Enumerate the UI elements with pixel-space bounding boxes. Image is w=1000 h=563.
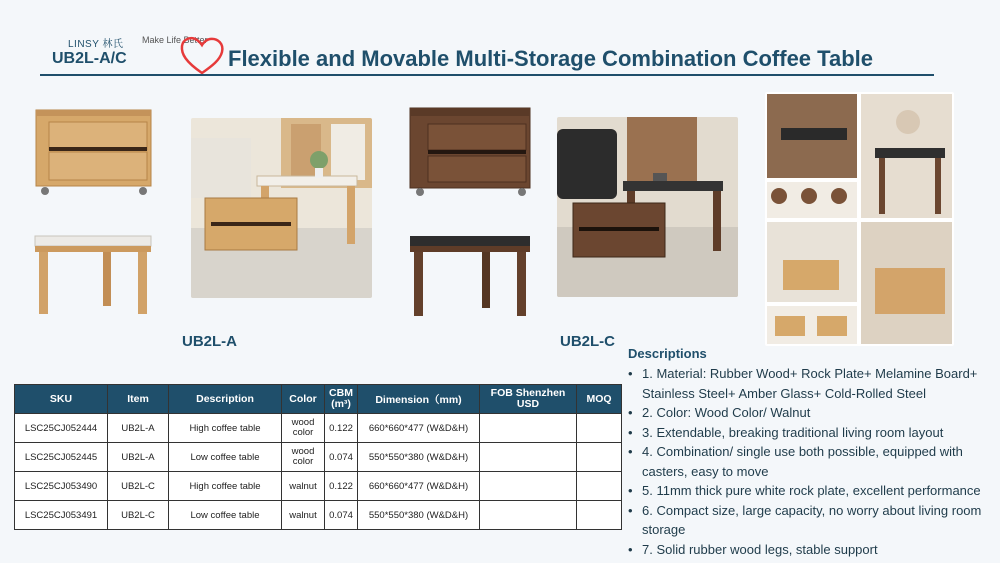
heart-logo-icon <box>178 34 226 76</box>
list-item: • 2. Color: Wood Color/ Walnut <box>626 403 1000 423</box>
cell-moq <box>577 472 622 501</box>
spec-table <box>14 384 622 530</box>
cell-sku: LSC25CJ052444 <box>15 414 108 443</box>
column-header-color: Color <box>282 385 325 414</box>
title-underline <box>40 74 934 76</box>
column-header-cbm: CBM (m³) <box>325 385 358 414</box>
cell-dimension: 660*660*477 (W&D&H) <box>358 472 480 501</box>
model-label-ub2l-a: UB2L-A <box>182 333 237 350</box>
cell-cbm: 0.074 <box>325 443 358 472</box>
product-code: UB2L-A/C <box>52 50 127 67</box>
cell-description: High coffee table <box>169 414 282 443</box>
list-item: • 5. 11mm thick pure white rock plate, excellent performance <box>626 481 1000 501</box>
cell-moq <box>577 414 622 443</box>
cell-item: UB2L-A <box>108 414 169 443</box>
cell-cbm: 0.074 <box>325 501 358 530</box>
cell-fob <box>480 501 577 530</box>
product-detail-collage <box>765 92 954 346</box>
cell-description: Low coffee table <box>169 501 282 530</box>
descriptions-heading: Descriptions <box>628 346 707 361</box>
cell-description: High coffee table <box>169 472 282 501</box>
product-image-ub2l-a-scene <box>191 118 372 298</box>
cell-moq <box>577 443 622 472</box>
table-row <box>15 501 622 530</box>
list-item: • 4. Combination/ single use both possible, equipped with casters, easy to move <box>626 442 1000 481</box>
column-header-sku: SKU <box>15 385 108 414</box>
cell-dimension: 550*550*380 (W&D&H) <box>358 501 480 530</box>
cell-color: wood color <box>282 414 325 443</box>
list-item: • 6. Compact size, large capacity, no worry about living room storage <box>626 501 1000 540</box>
cell-cbm: 0.122 <box>325 472 358 501</box>
product-image-ub2l-c-cabinet <box>408 104 532 196</box>
table-header-row <box>15 385 622 414</box>
column-header-dimension: Dimension（mm) <box>358 385 480 414</box>
cell-cbm: 0.122 <box>325 414 358 443</box>
cell-sku: LSC25CJ052445 <box>15 443 108 472</box>
product-image-ub2l-a-cabinet <box>33 104 153 196</box>
brand-slogan: Make Life Better <box>142 35 208 45</box>
model-label-ub2l-c: UB2L-C <box>560 333 615 350</box>
list-item: • 3. Extendable, breaking traditional living room layout <box>626 423 1000 443</box>
cell-fob <box>480 443 577 472</box>
product-image-ub2l-c-scene <box>557 117 738 297</box>
product-image-ub2l-c-table <box>408 232 532 320</box>
list-item: • 1. Material: Rubber Wood+ Rock Plate+ Melamine Board+ Stainless Steel+ Amber Glass+ Cold-Rolled Steel <box>626 364 1000 403</box>
column-header-description: Description <box>169 385 282 414</box>
cell-description: Low coffee table <box>169 443 282 472</box>
cell-item: UB2L-C <box>108 501 169 530</box>
cell-sku: LSC25CJ053491 <box>15 501 108 530</box>
column-header-moq: MOQ <box>577 385 622 414</box>
cell-fob <box>480 414 577 443</box>
cell-dimension: 660*660*477 (W&D&H) <box>358 414 480 443</box>
cell-item: UB2L-C <box>108 472 169 501</box>
column-header-item: Item <box>108 385 169 414</box>
cell-item: UB2L-A <box>108 443 169 472</box>
table-row <box>15 414 622 443</box>
list-item: • 7. Solid rubber wood legs, stable support <box>626 540 1000 560</box>
cell-sku: LSC25CJ053490 <box>15 472 108 501</box>
brand-logo: LINSY 林氏 <box>68 39 124 50</box>
cell-dimension: 550*550*380 (W&D&H) <box>358 443 480 472</box>
column-header-fob: FOB Shenzhen USD <box>480 385 577 414</box>
cell-color: walnut <box>282 472 325 501</box>
cell-fob <box>480 472 577 501</box>
cell-moq <box>577 501 622 530</box>
cell-color: walnut <box>282 501 325 530</box>
table-row <box>15 472 622 501</box>
page-title: Flexible and Movable Multi-Storage Combination Coffee Table <box>228 46 873 71</box>
product-image-ub2l-a-table <box>33 232 153 318</box>
cell-color: wood color <box>282 443 325 472</box>
table-row <box>15 443 622 472</box>
descriptions-list <box>626 364 1000 559</box>
